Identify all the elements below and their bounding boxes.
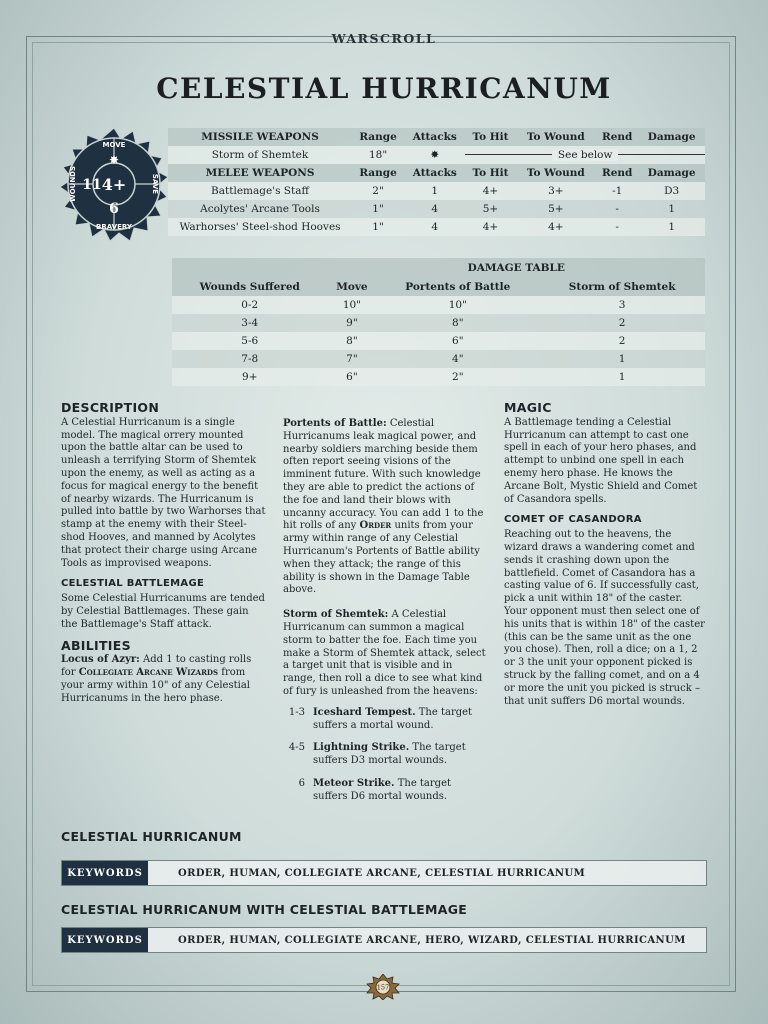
table-cell: Warhorses' Steel-shod Hooves: [168, 218, 352, 236]
locus-text-a: Add 1 to casting rolls for: [61, 654, 252, 679]
table-cell: 10": [376, 296, 539, 314]
table-cell: ✸: [404, 146, 465, 164]
middle-column: [283, 418, 488, 814]
table-cell: -: [596, 200, 638, 218]
keywords-label: KEYWORDS: [62, 928, 148, 952]
table-cell: 9+: [172, 368, 328, 386]
roll-range: 1-3: [288, 706, 305, 718]
keywords-value: ORDER, HUMAN, COLLEGIATE ARCANE, CELESTIAL HURRICANUM: [178, 867, 586, 879]
table-header-cell: Attacks: [404, 164, 465, 182]
storm-name: Storm of Shemtek:: [283, 609, 389, 621]
see-below-cell: [465, 146, 705, 164]
roll-name: Meteor Strike.: [313, 777, 395, 789]
table-header-cell: Damage: [638, 164, 705, 182]
battlemage-text: Some Celestial Hurricanums are tended by Celestial Battlemages. These gain the Battlemage's Staff attack.: [61, 593, 265, 630]
battlemage-heading: CELESTIAL BATTLEMAGE: [61, 578, 205, 590]
table-cell: 8": [328, 332, 377, 350]
roll-result: [283, 778, 488, 804]
table-row: [168, 218, 705, 236]
table-header-cell: To Hit: [465, 128, 515, 146]
locus-text-b: from your army within 10" of any Celestial Hurricanums in the hero phase.: [61, 667, 250, 704]
locus-of-azyr-text: [61, 654, 266, 705]
table-cell: Storm of Shemtek: [168, 146, 352, 164]
table-row: [172, 368, 705, 386]
right-column: [504, 402, 708, 716]
table-cell: 10": [328, 296, 377, 314]
table-cell: -1: [596, 182, 638, 200]
table-cell: Acolytes' Arcane Tools: [168, 200, 352, 218]
table-cell: 1: [638, 218, 705, 236]
stat-save-value: 4+: [101, 175, 127, 194]
damage-table-caption-row: [172, 258, 705, 278]
table-cell: 4+: [465, 182, 515, 200]
table-cell: 4+: [465, 218, 515, 236]
table-cell: 5+: [465, 200, 515, 218]
damage-table-spacer: [172, 258, 328, 278]
stat-move-label: MOVE: [102, 141, 126, 149]
damage-table-header-row: [172, 278, 705, 296]
magic-text: A Battlemage tending a Celestial Hurricanum can attempt to cast one spell in each of your hero phases, and attempt to unbind one spell in each enemy hero phase. He knows the Arcane Bolt, Mystic Shield and Comet of Casandora spells.: [504, 416, 698, 505]
stat-wounds-value: 11: [82, 177, 102, 193]
comet-text: Reaching out to the heavens, the wizard draws a wandering comet and sends it crashing down upon the battlefield. Comet of Casandora has a casting value of 6. If successfully cast, pick a unit within 18" of the caster. Your opponent must then select one of his units that is within 18" of the caster (this can be the same unit as the one you chose). Then, roll a dice; on a 1, 2 or 3 the unit your opponent picked is struck by the falling comet, and on a 4 or more the unit you picked is struck – that unit suffers D6 mortal wounds.: [504, 529, 705, 707]
table-cell: 2": [352, 182, 404, 200]
table-row: [168, 200, 705, 218]
weapons-table: [168, 128, 705, 236]
comet-heading: COMET OF CASANDORA: [504, 514, 642, 526]
table-cell: 3+: [516, 182, 596, 200]
table-cell: 3-4: [172, 314, 328, 332]
table-cell: 6": [328, 368, 377, 386]
table-row: [172, 314, 705, 332]
table-cell: 18": [352, 146, 404, 164]
table-header-cell: To Hit: [465, 164, 515, 182]
left-column: [61, 402, 266, 714]
roll-result: [283, 742, 488, 768]
table-row: [168, 182, 705, 200]
stat-bravery-value: 6: [109, 201, 119, 217]
storm-description: A Celestial Hurricanum can summon a magical storm to batter the foe. Each time you make a Storm of Shemtek attack, select a target unit that is visible and in range, then roll a dice to see what kind of fury is unleashed from the heavens:: [283, 609, 486, 697]
roll-effect: The target suffers D6 mortal wounds.: [313, 777, 452, 802]
table-header-cell: MISSILE WEAPONS: [168, 128, 352, 146]
table-cell: 4": [376, 350, 539, 368]
description-text: A Celestial Hurricanum is a single model. The magical orrery mounted upon the battle altar can be used to unleash a terrifying Storm of Shemtek upon the enemy, as well as acting as a focus for magical energy to the benefit of nearby wizards. The Hurricanum is pulled into battle by two Warhorses that stamp at the enemy with their Steel-shod Hooves, and manned by Acolytes that protect their charge using Arcane Tools as improvised weapons.: [61, 416, 266, 569]
roll-result: [283, 707, 488, 733]
roll-effect: The target suffers a mortal wound.: [313, 706, 473, 731]
magic-heading: MAGIC: [504, 400, 552, 415]
portents-text-b: units from your army within range of any Celestial Hurricanum's Portents of Battle ability when they attack; the range of this ability is shown in the Damage Table above.: [283, 520, 480, 596]
table-header-cell: Attacks: [404, 128, 465, 146]
table-row: [172, 332, 705, 350]
portents-keyword: Order: [359, 520, 392, 532]
table-cell: 1: [539, 368, 705, 386]
page-number-emblem: [365, 974, 401, 1000]
table-header-cell: Portents of Battle: [376, 278, 539, 296]
stat-bravery-label: BRAVERY: [96, 223, 132, 231]
see-below-text: See below: [552, 149, 619, 161]
table-cell: Battlemage's Staff: [168, 182, 352, 200]
table-cell: 9": [328, 314, 377, 332]
table-cell: -: [596, 218, 638, 236]
table-row: [172, 296, 705, 314]
table-header-cell: MELEE WEAPONS: [168, 164, 352, 182]
table-cell: 2: [539, 314, 705, 332]
table-header-cell: Move: [328, 278, 377, 296]
table-header-cell: To Wound: [516, 128, 596, 146]
warscroll-label: WARSCROLL: [331, 31, 437, 46]
table-row: [172, 350, 705, 368]
table-cell: 4+: [516, 218, 596, 236]
table-cell: 5-6: [172, 332, 328, 350]
table-header-cell: Range: [352, 128, 404, 146]
table-cell: 4: [404, 218, 465, 236]
keywords-bar-1: [61, 860, 707, 886]
page-title: CELESTIAL HURRICANUM: [156, 72, 612, 105]
table-header-cell: Wounds Suffered: [172, 278, 328, 296]
table-cell: 6": [376, 332, 539, 350]
table-row: [168, 146, 705, 164]
portents-text-a: Celestial Hurricanums leak magical power, and nearby soldiers marching beside them often report seeing visions of the imminent future. With such knowledge they are able to predict the actions of the foe and land their blows with uncanny accuracy. You can add 1 to the hit rolls of any: [283, 418, 484, 532]
table-cell: 1: [539, 350, 705, 368]
keywords-value: ORDER, HUMAN, COLLEGIATE ARCANE, HERO, WIZARD, CELESTIAL HURRICANUM: [178, 934, 686, 946]
table-cell: 4: [404, 200, 465, 218]
roll-name: Iceshard Tempest.: [313, 706, 416, 718]
table-cell: 5+: [516, 200, 596, 218]
damage-table: [172, 258, 705, 386]
keywords-bar-2: [61, 927, 707, 953]
table-cell: D3: [638, 182, 705, 200]
melee-header-row: [168, 164, 705, 182]
table-header-cell: Damage: [638, 128, 705, 146]
description-heading: DESCRIPTION: [61, 400, 160, 415]
damage-table-caption: DAMAGE TABLE: [328, 258, 705, 278]
roll-range: 4-5: [288, 742, 305, 754]
portents-text: [283, 418, 488, 597]
table-header-cell: Range: [352, 164, 404, 182]
table-cell: 1": [352, 200, 404, 218]
roll-range: 6: [298, 777, 305, 789]
keywords-label: KEYWORDS: [62, 861, 148, 885]
table-cell: 7": [328, 350, 377, 368]
roll-text: [313, 778, 488, 804]
table-cell: 0-2: [172, 296, 328, 314]
roll-text: [313, 742, 488, 768]
keywords-title-1: CELESTIAL HURRICANUM: [61, 829, 242, 844]
locus-keyword: Collegiate Arcane Wizards: [78, 667, 219, 679]
keywords-title-2: CELESTIAL HURRICANUM WITH CELESTIAL BATTLEMAGE: [61, 902, 468, 917]
roll-text: [313, 707, 488, 733]
abilities-heading: ABILITIES: [61, 637, 131, 653]
portents-name: Portents of Battle:: [283, 418, 387, 429]
table-header-cell: Rend: [596, 164, 638, 182]
page-number: 157: [376, 983, 390, 992]
table-cell: 8": [376, 314, 539, 332]
storm-text: [283, 609, 488, 699]
table-header-cell: To Wound: [516, 164, 596, 182]
roll-effect: The target suffers D3 mortal wounds.: [313, 742, 466, 767]
page-number-badge: [365, 974, 401, 1000]
roll-name: Lightning Strike.: [313, 742, 410, 754]
table-cell: 2: [539, 332, 705, 350]
stat-wheel: [57, 127, 171, 241]
stat-wounds-label: WOUNDS: [69, 165, 77, 203]
table-cell: 3: [539, 296, 705, 314]
table-cell: 2": [376, 368, 539, 386]
stat-move-value: ✸: [108, 153, 120, 167]
table-cell: 1: [404, 182, 465, 200]
table-cell: 7-8: [172, 350, 328, 368]
table-cell: 1": [352, 218, 404, 236]
stat-wheel-graphic: [57, 127, 171, 241]
locus-of-azyr-name: Locus of Azyr:: [61, 654, 140, 666]
table-header-cell: Storm of Shemtek: [539, 278, 705, 296]
missile-header-row: [168, 128, 705, 146]
table-cell: 1: [638, 200, 705, 218]
stat-save-label: SAVE: [151, 173, 159, 195]
table-header-cell: Rend: [596, 128, 638, 146]
